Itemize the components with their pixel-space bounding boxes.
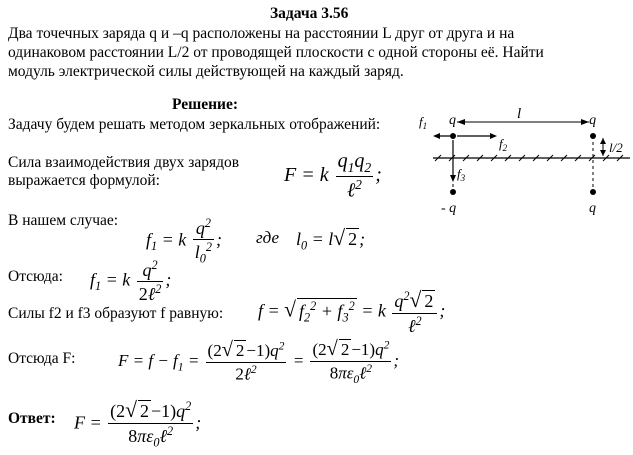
solution-heading: Решение: <box>172 96 239 113</box>
f1-result: $f_1 = k$ $\frac{q^2}{2\ell^2}$ ; <box>90 258 172 304</box>
image-charge-right <box>590 189 596 195</box>
label-image-left: - q <box>441 201 457 216</box>
mirror-diagram <box>405 100 633 220</box>
f1-formula: $f_1 = k$ $\frac{q^2}{l_0^2}$ ; <box>146 216 223 266</box>
label-l: l <box>517 106 522 122</box>
where-word: где <box>256 228 279 247</box>
label-f1: $f_1$ <box>419 114 428 131</box>
label-q-left: q <box>449 113 456 128</box>
image-charge-left <box>450 189 456 195</box>
label-image-right: q <box>589 201 596 216</box>
label-q-right: - q <box>581 113 597 128</box>
forces-sum-text: Силы f2 и f3 образуют f равную: <box>8 305 224 322</box>
answer-formula: F = $\frac{(2√ 2 -1)q^2}{8\pi\varepsilon_0\ell^2}$ ; <box>74 398 202 450</box>
hence-text-1: Отсюда: <box>8 268 63 285</box>
label-f3: $f_3$ <box>457 166 466 183</box>
answer-label: Ответ: <box>8 410 56 427</box>
task-title: Задача 3.56 <box>270 5 349 22</box>
force-text-1: Сила взаимодействия двух зарядов <box>8 154 240 171</box>
charge-q-right <box>590 133 596 139</box>
hence-F-text: Отсюда F: <box>8 350 76 367</box>
task-line-2: одинаковом расстоянии L/2 от проводящей плоскости с одной стороны её. Найти <box>8 44 544 61</box>
label-f2: $f_2$ <box>499 136 508 153</box>
l0-formula: $l_0 = l√$ 2 ; <box>296 226 366 253</box>
label-l-half: l/2 <box>609 140 623 155</box>
our-case-text: В нашем случае: <box>8 212 119 229</box>
coulomb-formula: F = k $\frac{q_1q_2}{\ell^2}$ ; <box>284 150 382 202</box>
task-line-3: модуль электрической силы действующей на каждый заряд. <box>8 63 404 80</box>
method-text: Задачу будем решать методом зеркальных отображений: <box>8 116 381 133</box>
task-line-1: Два точечных заряда q и –q расположены на расстоянии L друг от друга и на <box>8 25 515 42</box>
F-formula: $F = f - f_1$ = $\frac{(2√ 2 -1)q^2}{2\ell^2}$ = $\frac{(2√ 2 -1)q^2}{8\pi\varepsilon_0\ell^2}$ ; <box>118 338 400 387</box>
force-text-2: выражается формулой: <box>8 172 160 189</box>
f-sum-formula: f = √ $f_2^2 + f_3^2 = k$ $\frac{q^2√ 2}{\ell^2}$ ; <box>258 288 446 336</box>
